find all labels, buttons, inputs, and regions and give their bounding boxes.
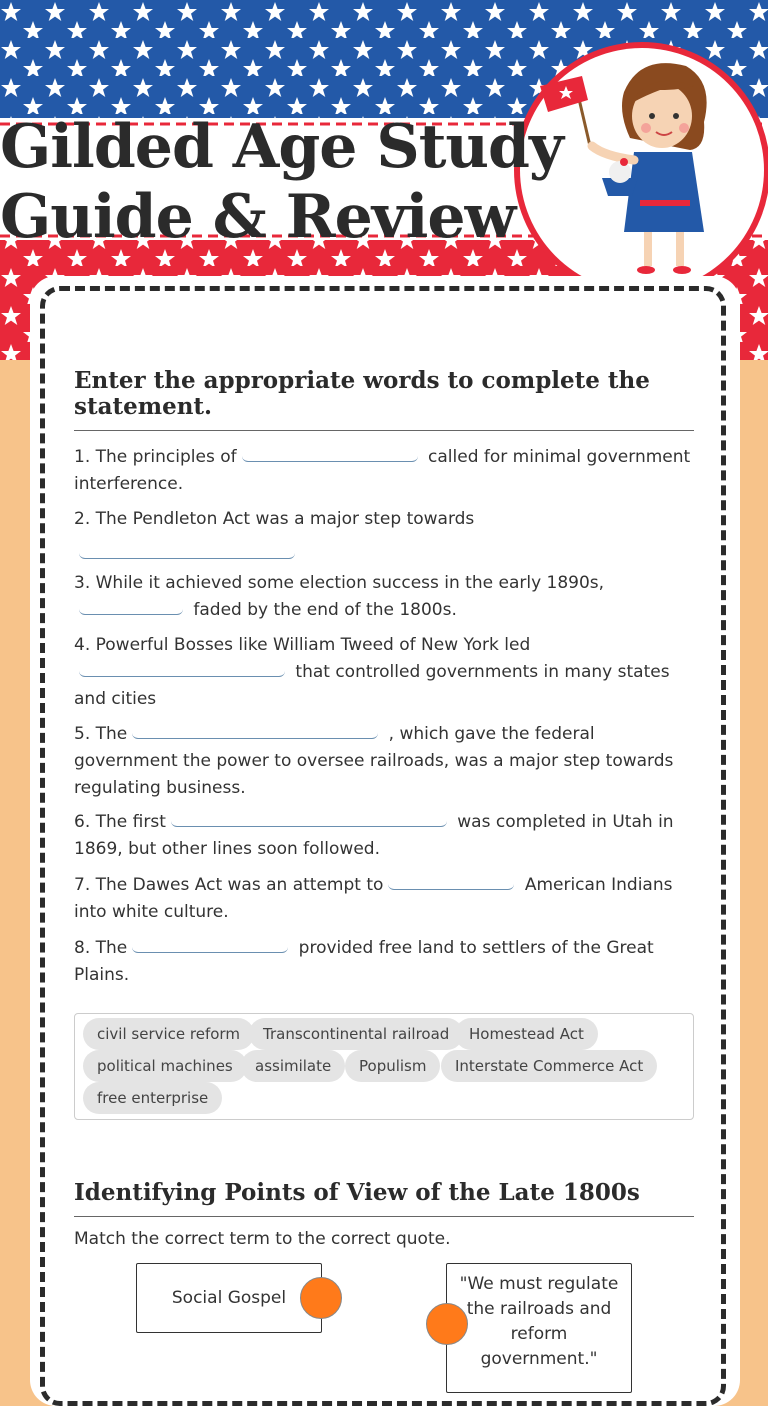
question-5: 5. The , which gave the federal government the power to oversee railroads, was a major step towards regulating business. (74, 724, 674, 798)
word-chip[interactable]: Transcontinental railroad (249, 1018, 463, 1050)
worksheet-content (74, 367, 694, 1369)
section-heading-points-of-view: Identifying Points of View of the Late 1800s (74, 1180, 694, 1217)
answer-blank-6[interactable] (171, 810, 447, 827)
word-chip[interactable]: assimilate (241, 1050, 345, 1082)
word-chip[interactable]: Homestead Act (455, 1018, 598, 1050)
answer-blank-2[interactable] (79, 540, 295, 559)
answer-blank-5[interactable] (132, 722, 378, 739)
match-connector-right[interactable] (426, 1303, 468, 1345)
question-7: 7. The Dawes Act was an attempt to American Indians into white culture. (74, 875, 673, 922)
match-term-box[interactable]: Social Gospel (136, 1263, 322, 1333)
question-8: 8. The provided free land to settlers of the Great Plains. (74, 938, 654, 985)
answer-blank-3[interactable] (79, 598, 183, 615)
question-1: 1. The principles of called for minimal government interference. (74, 447, 691, 494)
question-4: 4. Powerful Bosses like William Tweed of New York led that controlled governments in many states and cities (74, 635, 670, 709)
answer-blank-1[interactable] (242, 445, 418, 462)
match-quote-box[interactable]: "We must regulate the railroads and reform government." (446, 1263, 632, 1393)
section-heading-fill-in: Enter the appropriate words to complete the statement. (74, 368, 694, 431)
question-2: 2. The Pendleton Act was a major step towards (74, 509, 475, 529)
word-chip[interactable]: Populism (345, 1050, 440, 1082)
question-3: 3. While it achieved some election success in the early 1890s, faded by the end of the 1800s. (74, 573, 605, 620)
page-title: Gilded Age Study Guide & Review (0, 112, 563, 252)
word-chip[interactable]: political machines (83, 1050, 247, 1082)
match-connector-left[interactable] (300, 1277, 342, 1319)
answer-blank-8[interactable] (132, 936, 288, 953)
answer-blank-4[interactable] (79, 660, 285, 677)
word-chip[interactable]: free enterprise (83, 1082, 222, 1114)
question-6: 6. The first was completed in Utah in 1869, but other lines soon followed. (74, 812, 674, 859)
word-chip[interactable]: civil service reform (83, 1018, 254, 1050)
answer-blank-7[interactable] (388, 873, 514, 890)
word-chip[interactable]: Interstate Commerce Act (441, 1050, 657, 1082)
match-instructions: Match the correct term to the correct quote. (74, 1229, 451, 1249)
word-bank (74, 1013, 694, 1120)
